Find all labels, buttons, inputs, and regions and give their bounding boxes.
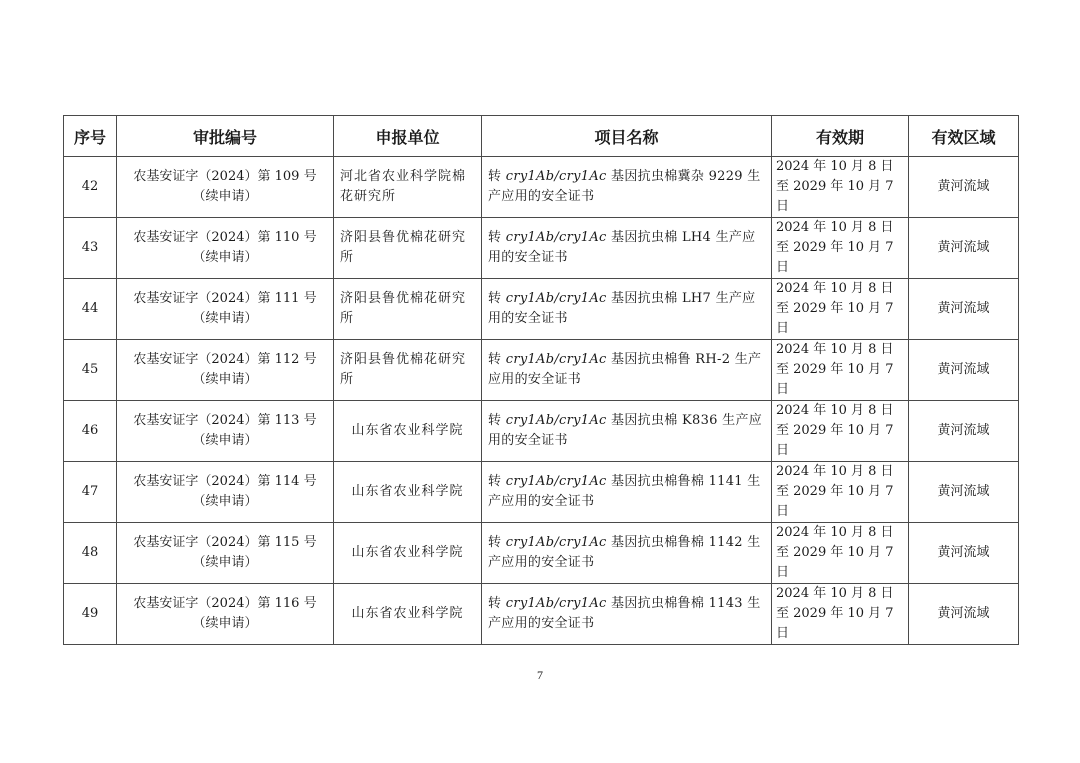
row-validity xyxy=(772,157,909,218)
row-seq: 44 xyxy=(64,279,117,340)
row-project xyxy=(482,462,772,523)
row-seq: 49 xyxy=(64,584,117,645)
row-seq: 42 xyxy=(64,157,117,218)
row-cert-no xyxy=(117,218,334,279)
validity-end-tail: 日 xyxy=(776,504,790,519)
header-unit: 申报单位 xyxy=(334,116,482,157)
validity-end: 至 2029 年 10 月 7 xyxy=(776,240,894,255)
row-project xyxy=(482,340,772,401)
cert-line: 农基安证字（2024）第 113 号 xyxy=(133,413,317,428)
row-validity xyxy=(772,462,909,523)
validity-end-tail: 日 xyxy=(776,565,790,580)
validity-end: 至 2029 年 10 月 7 xyxy=(776,484,894,499)
project-suffix: 基因抗虫棉鲁棉 1141 生产应用的安全证书 xyxy=(488,474,761,509)
row-validity xyxy=(772,340,909,401)
row-project xyxy=(482,584,772,645)
project-suffix: 基因抗虫棉鲁 RH-2 生产应用的安全证书 xyxy=(488,352,762,387)
row-unit: 河北省农业科学院棉花研究所 xyxy=(334,157,482,218)
project-prefix: 转 xyxy=(488,535,506,550)
validity-start: 2024 年 10 月 8 日 xyxy=(776,220,894,235)
project-suffix: 基因抗虫棉 LH7 生产应用的安全证书 xyxy=(488,291,756,326)
project-gene: cry1Ab/cry1Ac xyxy=(505,291,607,306)
project-suffix: 基因抗虫棉 K836 生产应用的安全证书 xyxy=(488,413,763,448)
cert-line: 农基安证字（2024）第 109 号 xyxy=(133,169,317,184)
header-region: 有效区域 xyxy=(909,116,1019,157)
table-row xyxy=(64,584,1019,645)
row-cert-no xyxy=(117,340,334,401)
row-cert-no xyxy=(117,523,334,584)
project-gene: cry1Ab/cry1Ac xyxy=(505,352,607,367)
project-gene: cry1Ab/cry1Ac xyxy=(505,474,607,489)
row-project xyxy=(482,218,772,279)
row-seq: 46 xyxy=(64,401,117,462)
validity-start: 2024 年 10 月 8 日 xyxy=(776,159,894,174)
row-region: 黄河流域 xyxy=(909,462,1019,523)
cert-renewal-note: （续申请） xyxy=(192,616,258,631)
row-unit: 济阳县鲁优棉花研究所 xyxy=(334,218,482,279)
project-suffix: 基因抗虫棉鲁棉 1142 生产应用的安全证书 xyxy=(488,535,761,570)
table-row xyxy=(64,462,1019,523)
validity-end: 至 2029 年 10 月 7 xyxy=(776,423,894,438)
project-suffix: 基因抗虫棉鲁棉 1143 生产应用的安全证书 xyxy=(488,596,761,631)
row-region: 黄河流域 xyxy=(909,401,1019,462)
project-prefix: 转 xyxy=(488,352,506,367)
row-region: 黄河流域 xyxy=(909,279,1019,340)
cert-renewal-note: （续申请） xyxy=(192,372,258,387)
table-row xyxy=(64,401,1019,462)
row-cert-no xyxy=(117,279,334,340)
validity-end: 至 2029 年 10 月 7 xyxy=(776,179,894,194)
project-prefix: 转 xyxy=(488,596,506,611)
validity-start: 2024 年 10 月 8 日 xyxy=(776,586,894,601)
cert-line: 农基安证字（2024）第 111 号 xyxy=(133,291,317,306)
row-unit: 济阳县鲁优棉花研究所 xyxy=(334,279,482,340)
row-unit: 山东省农业科学院 xyxy=(334,401,482,462)
row-validity xyxy=(772,523,909,584)
row-cert-no xyxy=(117,584,334,645)
table-row xyxy=(64,279,1019,340)
validity-start: 2024 年 10 月 8 日 xyxy=(776,403,894,418)
row-seq: 43 xyxy=(64,218,117,279)
cert-renewal-note: （续申请） xyxy=(192,250,258,265)
table-row xyxy=(64,218,1019,279)
page-number: 7 xyxy=(537,668,543,682)
row-validity xyxy=(772,279,909,340)
cert-renewal-note: （续申请） xyxy=(192,433,258,448)
project-suffix: 基因抗虫棉 LH4 生产应用的安全证书 xyxy=(488,230,756,265)
validity-start: 2024 年 10 月 8 日 xyxy=(776,281,894,296)
validity-end: 至 2029 年 10 月 7 xyxy=(776,362,894,377)
row-region: 黄河流域 xyxy=(909,523,1019,584)
header-cert-no: 审批编号 xyxy=(117,116,334,157)
row-unit: 山东省农业科学院 xyxy=(334,462,482,523)
row-region: 黄河流域 xyxy=(909,157,1019,218)
validity-end: 至 2029 年 10 月 7 xyxy=(776,545,894,560)
cert-renewal-note: （续申请） xyxy=(192,494,258,509)
table-row xyxy=(64,340,1019,401)
row-validity xyxy=(772,218,909,279)
row-unit: 山东省农业科学院 xyxy=(334,584,482,645)
row-region: 黄河流域 xyxy=(909,218,1019,279)
cert-line: 农基安证字（2024）第 115 号 xyxy=(133,535,317,550)
row-project xyxy=(482,279,772,340)
row-project xyxy=(482,401,772,462)
approval-table xyxy=(63,115,1019,645)
project-gene: cry1Ab/cry1Ac xyxy=(505,596,607,611)
validity-start: 2024 年 10 月 8 日 xyxy=(776,464,894,479)
row-unit: 济阳县鲁优棉花研究所 xyxy=(334,340,482,401)
row-region: 黄河流域 xyxy=(909,584,1019,645)
validity-start: 2024 年 10 月 8 日 xyxy=(776,342,894,357)
row-seq: 48 xyxy=(64,523,117,584)
project-gene: cry1Ab/cry1Ac xyxy=(505,230,607,245)
header-project: 项目名称 xyxy=(482,116,772,157)
project-prefix: 转 xyxy=(488,291,506,306)
project-gene: cry1Ab/cry1Ac xyxy=(505,169,607,184)
validity-end-tail: 日 xyxy=(776,443,790,458)
project-gene: cry1Ab/cry1Ac xyxy=(505,535,607,550)
validity-end-tail: 日 xyxy=(776,382,790,397)
project-gene: cry1Ab/cry1Ac xyxy=(505,413,607,428)
table-row xyxy=(64,523,1019,584)
row-cert-no xyxy=(117,401,334,462)
validity-end: 至 2029 年 10 月 7 xyxy=(776,301,894,316)
project-prefix: 转 xyxy=(488,169,506,184)
cert-line: 农基安证字（2024）第 110 号 xyxy=(133,230,317,245)
cert-renewal-note: （续申请） xyxy=(192,555,258,570)
header-validity: 有效期 xyxy=(772,116,909,157)
row-seq: 47 xyxy=(64,462,117,523)
cert-line: 农基安证字（2024）第 116 号 xyxy=(133,596,317,611)
table-header-row xyxy=(64,116,1019,157)
row-seq: 45 xyxy=(64,340,117,401)
cert-line: 农基安证字（2024）第 112 号 xyxy=(133,352,317,367)
row-project xyxy=(482,157,772,218)
row-cert-no xyxy=(117,462,334,523)
row-project xyxy=(482,523,772,584)
row-validity xyxy=(772,401,909,462)
row-cert-no xyxy=(117,157,334,218)
table-row xyxy=(64,157,1019,218)
cert-renewal-note: （续申请） xyxy=(192,189,258,204)
project-prefix: 转 xyxy=(488,230,506,245)
cert-renewal-note: （续申请） xyxy=(192,311,258,326)
validity-start: 2024 年 10 月 8 日 xyxy=(776,525,894,540)
validity-end-tail: 日 xyxy=(776,260,790,275)
validity-end-tail: 日 xyxy=(776,321,790,336)
validity-end-tail: 日 xyxy=(776,626,790,641)
header-seq: 序号 xyxy=(64,116,117,157)
project-suffix: 基因抗虫棉冀杂 9229 生产应用的安全证书 xyxy=(488,169,761,204)
validity-end-tail: 日 xyxy=(776,199,790,214)
project-prefix: 转 xyxy=(488,474,506,489)
row-region: 黄河流域 xyxy=(909,340,1019,401)
project-prefix: 转 xyxy=(488,413,506,428)
row-validity xyxy=(772,584,909,645)
row-unit: 山东省农业科学院 xyxy=(334,523,482,584)
cert-line: 农基安证字（2024）第 114 号 xyxy=(133,474,317,489)
validity-end: 至 2029 年 10 月 7 xyxy=(776,606,894,621)
